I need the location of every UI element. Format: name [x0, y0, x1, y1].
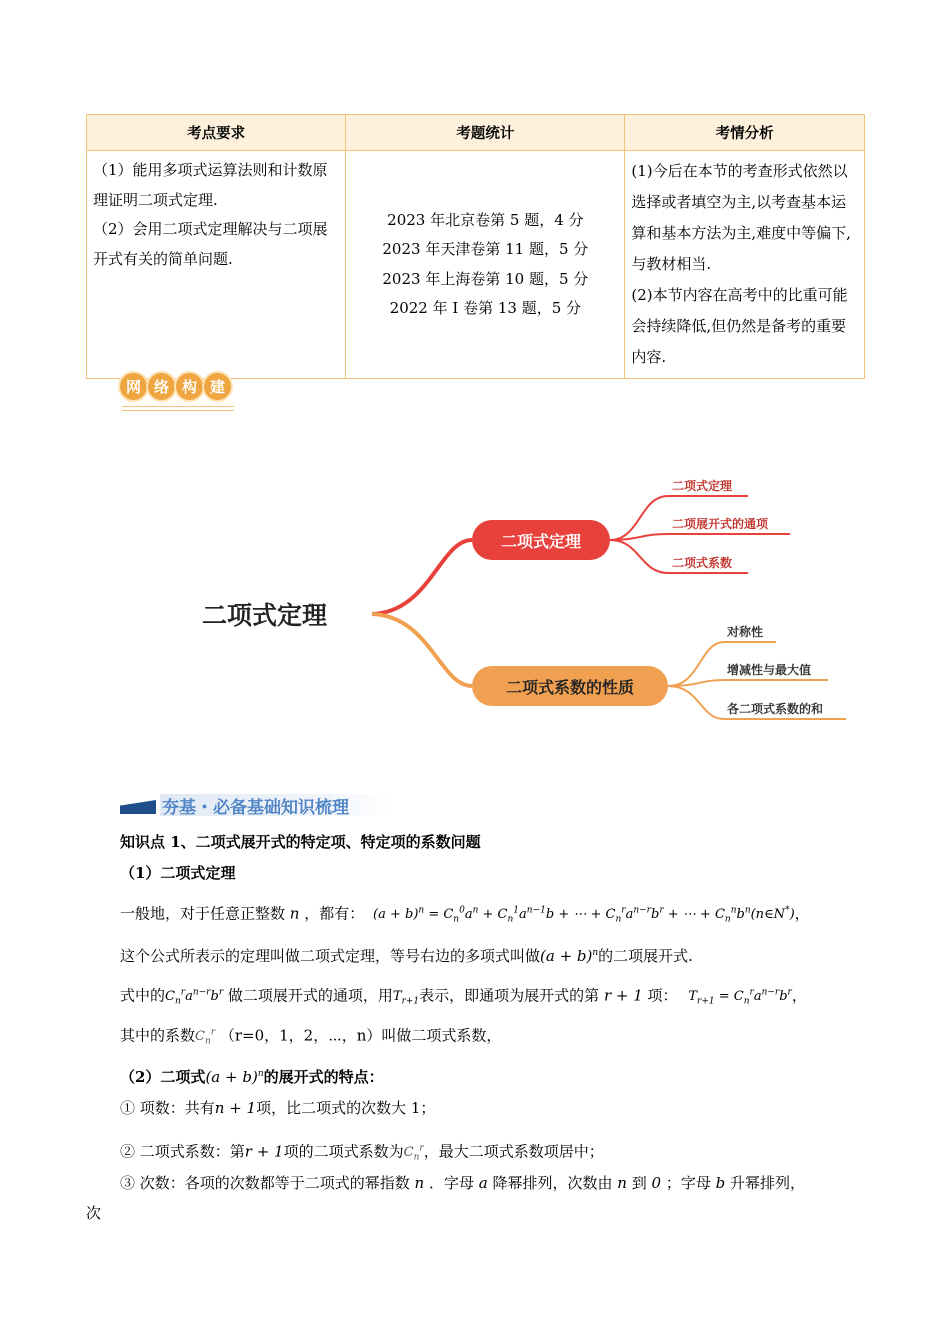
mind-map — [0, 440, 950, 760]
leaf-orange-0: 对称性 — [727, 625, 764, 639]
feature-item-3-continued: 次 — [86, 1204, 102, 1222]
badge-underline — [122, 406, 234, 411]
badge-char: 建 — [204, 373, 231, 400]
feature-item-2: ② 二项式系数：第r + 1项的二项式系数为$C_n^r$，最大二项式系数项居中； — [120, 1142, 604, 1163]
mindmap-root: 二项式定理 — [202, 601, 328, 630]
badge-char: 网 — [120, 373, 147, 400]
knowledge-point-title: 知识点 1、二项式展开式的特定项、特定项的系数问题 — [120, 833, 481, 851]
branch-label-orange: 二项式系数的性质 — [505, 678, 635, 697]
analysis-item: (2)本节内容在高考中的比重可能会持续降低,但仍然是备考的重要内容. — [631, 286, 848, 366]
requirement-item: （2）会用二项式定理解决与二项展开式有关的简单问题. — [93, 220, 328, 268]
header-statistics: 考题统计 — [346, 115, 625, 151]
stat-item: 2023 年北京卷第 5 题，4 分 — [387, 210, 584, 229]
paragraph-line-1: 一般地，对于任意正整数 n ，都有： $(a + b)^n = C_n^0a^n + C_n^1a^{n-1}b$ + ⋯ + $C_n^ra^{n-r}b^r$ + ⋯ + $C_n^nb^n(n\in N^*)$， — [120, 904, 810, 925]
feature-item-3: ③ 次数：各项的次数都等于二项式的幂指数 n ．字母 a 降幂排列，次数由 n 到 0 ；字母 b 升幂排列， — [120, 1174, 805, 1192]
requirements-cell — [87, 151, 346, 379]
subsection-2-title: （2）二项式$(a + b)^n$的展开式的特点： — [120, 1068, 384, 1086]
section-banner — [120, 792, 380, 818]
leaf-orange-1: 增减性与最大值 — [727, 663, 812, 677]
branch-label-red: 二项式定理 — [500, 532, 582, 551]
network-build-badge — [120, 373, 231, 400]
paragraph-line-2: 这个公式所表示的定理叫做二项式定理，等号右边的多项式叫做$(a + b)^n$的二项展开式. — [120, 947, 693, 965]
stat-item: 2022 年 I 卷第 13 题，5 分 — [389, 299, 582, 317]
header-requirements: 考点要求 — [87, 115, 346, 151]
analysis-cell — [625, 151, 865, 379]
exam-requirements-table — [86, 114, 865, 379]
leaf-red-2: 二项式系数 — [672, 556, 733, 570]
statistics-cell — [346, 151, 625, 379]
stat-item: 2023 年上海卷第 10 题，5 分 — [382, 269, 589, 288]
paragraph-line-3: 式中的$C_n^ra^{n-r}b^r$ 做二项展开式的通项，用$T_{r+1}$表示，即通项为展开式的第 r + 1 项： $T_{r+1} = C_n^ra^{n-r}b^r$， — [120, 986, 807, 1007]
badge-char: 络 — [148, 373, 175, 400]
subsection-1-title: （1）二项式定理 — [120, 864, 236, 882]
paragraph-line-4: 其中的系数$C_n^r$ （r=0，1，2，⋯，n）叫做二项式系数， — [120, 1026, 502, 1047]
branch-connector-orange — [372, 614, 472, 686]
requirement-item: （1）能用多项式运算法则和计数原理证明二项式定理. — [93, 161, 328, 209]
leaf-red-1: 二项展开式的通项 — [672, 517, 769, 531]
badge-char: 构 — [176, 373, 203, 400]
branch-connector-red — [372, 540, 472, 614]
header-analysis: 考情分析 — [625, 115, 865, 151]
leaf-red-0: 二项式定理 — [672, 479, 733, 493]
leaf-orange-2: 各二项式系数的和 — [727, 702, 824, 716]
feature-item-1: ① 项数：共有n + 1项，比二项式的次数大 1； — [120, 1099, 436, 1117]
stat-item: 2023 年天津卷第 11 题，5 分 — [382, 240, 589, 258]
analysis-item: (1)今后在本节的考查形式依然以选择或者填空为主,以考查基本运算和基本方法为主,难度中等偏下,与教材相当. — [631, 162, 851, 273]
section-title: 夯基・必备基础知识梳理 — [162, 798, 349, 818]
